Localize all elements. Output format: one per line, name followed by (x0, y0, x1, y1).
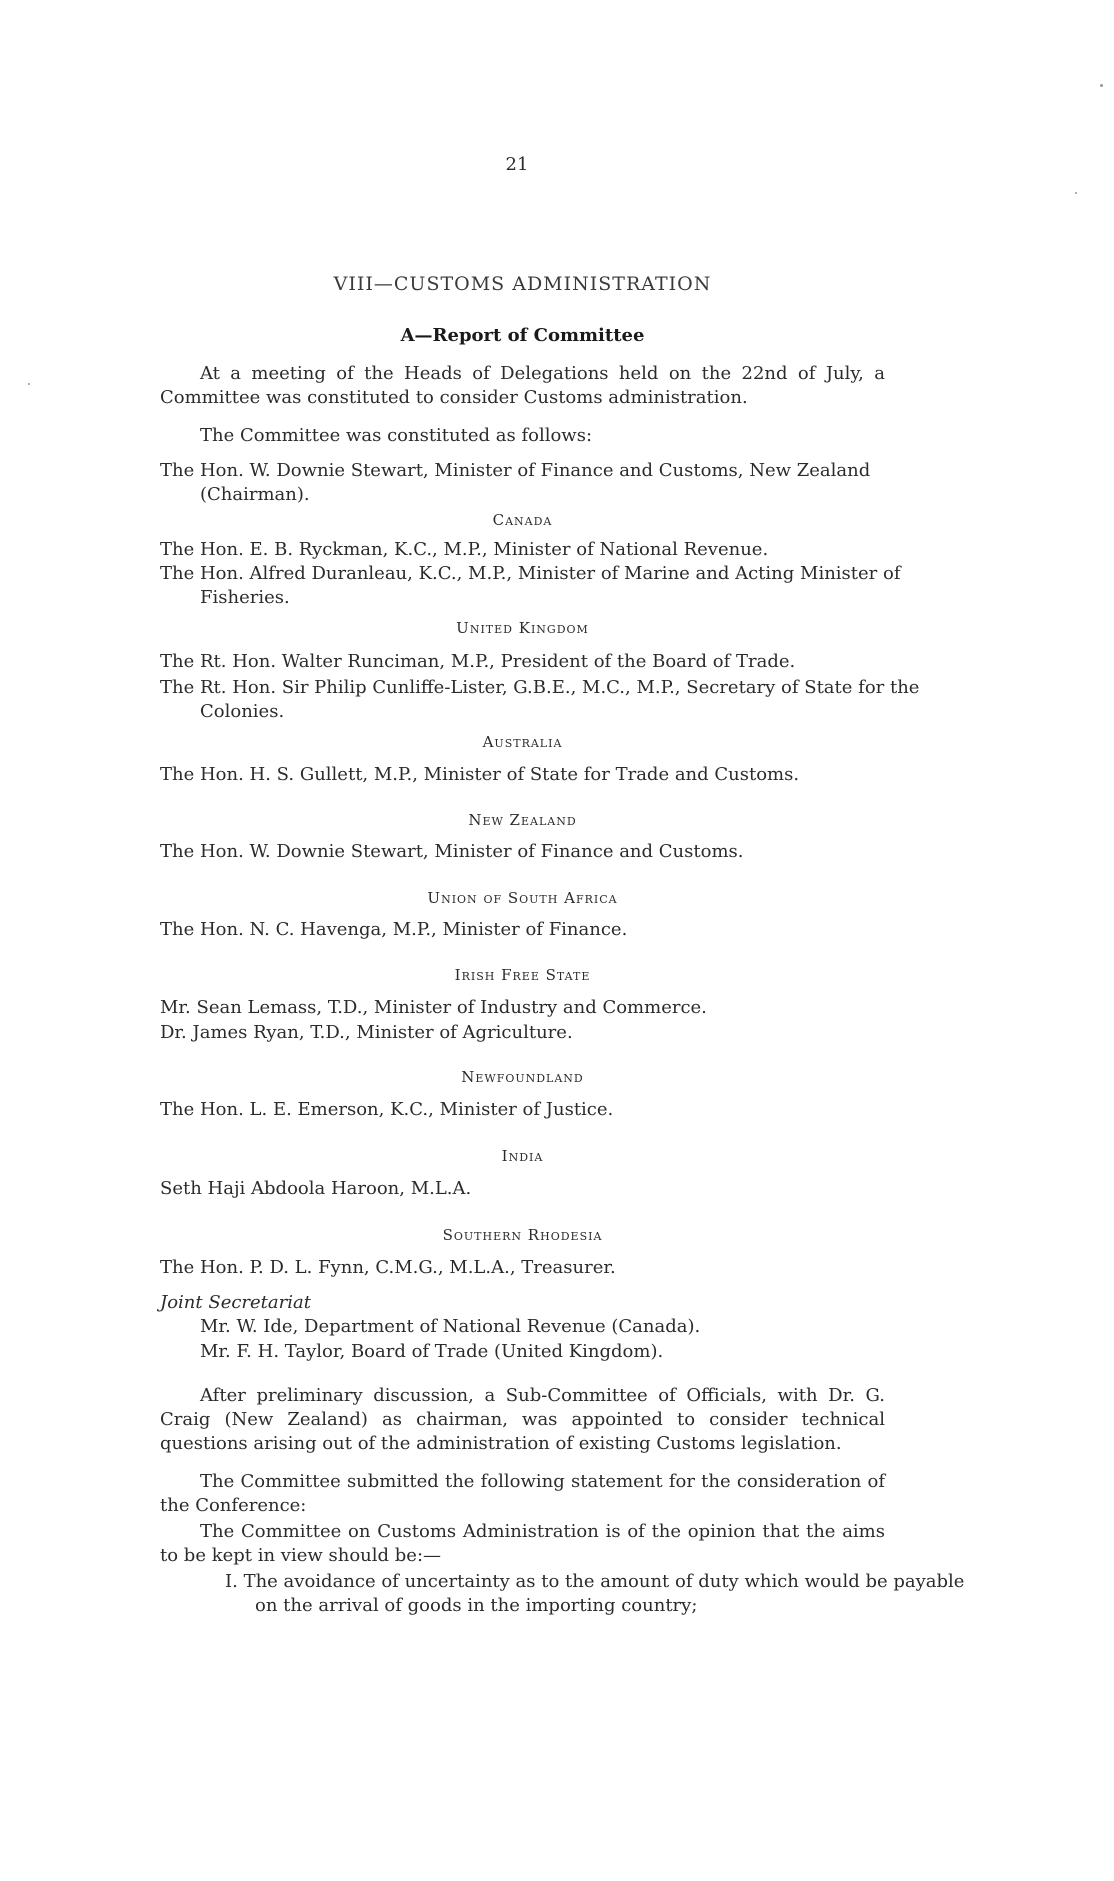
country-heading-new-zealand: New Zealand (468, 811, 577, 829)
opinion-paragraph: The Committee on Customs Administration is of the opinion that the aims to be kept in view should be:— (160, 1521, 885, 1566)
country-heading-south-africa: Union of South Africa (427, 889, 618, 907)
page-number: 21 (505, 154, 529, 175)
aim-item (160, 1570, 980, 1618)
secretariat-heading: Joint Secretariat (160, 1292, 311, 1313)
member-entry: The Hon. W. Downie Stewart, Minister of Finance and Customs. (160, 841, 744, 862)
member-entry: The Hon. Alfred Duranleau, K.C., M.P., Minister of Marine and Acting Minister of Fisheries. (160, 563, 901, 608)
constituted-paragraph: The Committee was constituted as follows: (200, 425, 593, 446)
member-entry: The Hon. H. S. Gullett, M.P., Minister of State for Trade and Customs. (160, 764, 800, 785)
report-subtitle: A—Report of Committee (400, 325, 645, 346)
subcommittee-paragraph: After preliminary discussion, a Sub-Committee of Officials, with Dr. G. Craig (New Zealand) as chairman, was appointed to consider technical questions arising out of the administration of existing Customs legislation. (160, 1385, 885, 1454)
country-heading-irish-free-state: Irish Free State (454, 966, 591, 984)
country-heading-india: India (501, 1147, 544, 1165)
country-heading-newfoundland: Newfoundland (461, 1068, 584, 1086)
member-entry: Dr. James Ryan, T.D., Minister of Agriculture. (160, 1022, 573, 1043)
scan-speck (28, 383, 30, 385)
member-entry: The Hon. N. C. Havenga, M.P., Minister of Finance. (160, 919, 628, 940)
country-heading-australia: Australia (482, 733, 563, 751)
member-entry: The Hon. P. D. L. Fynn, C.M.G., M.L.A., Treasurer. (160, 1257, 616, 1278)
scan-speck (1075, 192, 1077, 194)
chairman-entry: The Hon. W. Downie Stewart, Minister of Finance and Customs, New Zealand (Chairman). (160, 460, 871, 505)
member-entry: The Rt. Hon. Sir Philip Cunliffe-Lister, G.B.E., M.C., M.P., Secretary of State for the Colonies. (160, 677, 920, 722)
member-entry: Mr. Sean Lemass, T.D., Minister of Industry and Commerce. (160, 997, 707, 1018)
secretariat-member: Mr. F. H. Taylor, Board of Trade (United Kingdom). (200, 1341, 664, 1362)
member-entry: Seth Haji Abdoola Haroon, M.L.A. (160, 1178, 472, 1199)
country-heading-united-kingdom: United Kingdom (456, 619, 589, 637)
member-entry: The Hon. E. B. Ryckman, K.C., M.P., Minister of National Revenue. (160, 539, 769, 560)
secretariat-member: Mr. W. Ide, Department of National Revenue (Canada). (200, 1316, 701, 1337)
country-heading-canada: Canada (492, 511, 553, 529)
statement-paragraph: The Committee submitted the following statement for the consideration of the Conference: (160, 1471, 885, 1516)
aim-text: The avoidance of uncertainty as to the amount of duty which would be payable on the arrival of goods in the importing country; (243, 1571, 965, 1616)
aim-number: I. (225, 1571, 238, 1592)
intro-paragraph: At a meeting of the Heads of Delegations held on the 22nd of July, a Committee was constituted to consider Customs administration. (160, 363, 885, 408)
scan-speck (1100, 84, 1103, 87)
section-title: VIII—CUSTOMS ADMINISTRATION (333, 273, 712, 295)
country-heading-southern-rhodesia: Southern Rhodesia (442, 1226, 603, 1244)
member-entry: The Rt. Hon. Walter Runciman, M.P., President of the Board of Trade. (160, 651, 796, 672)
member-entry: The Hon. L. E. Emerson, K.C., Minister of Justice. (160, 1099, 614, 1120)
